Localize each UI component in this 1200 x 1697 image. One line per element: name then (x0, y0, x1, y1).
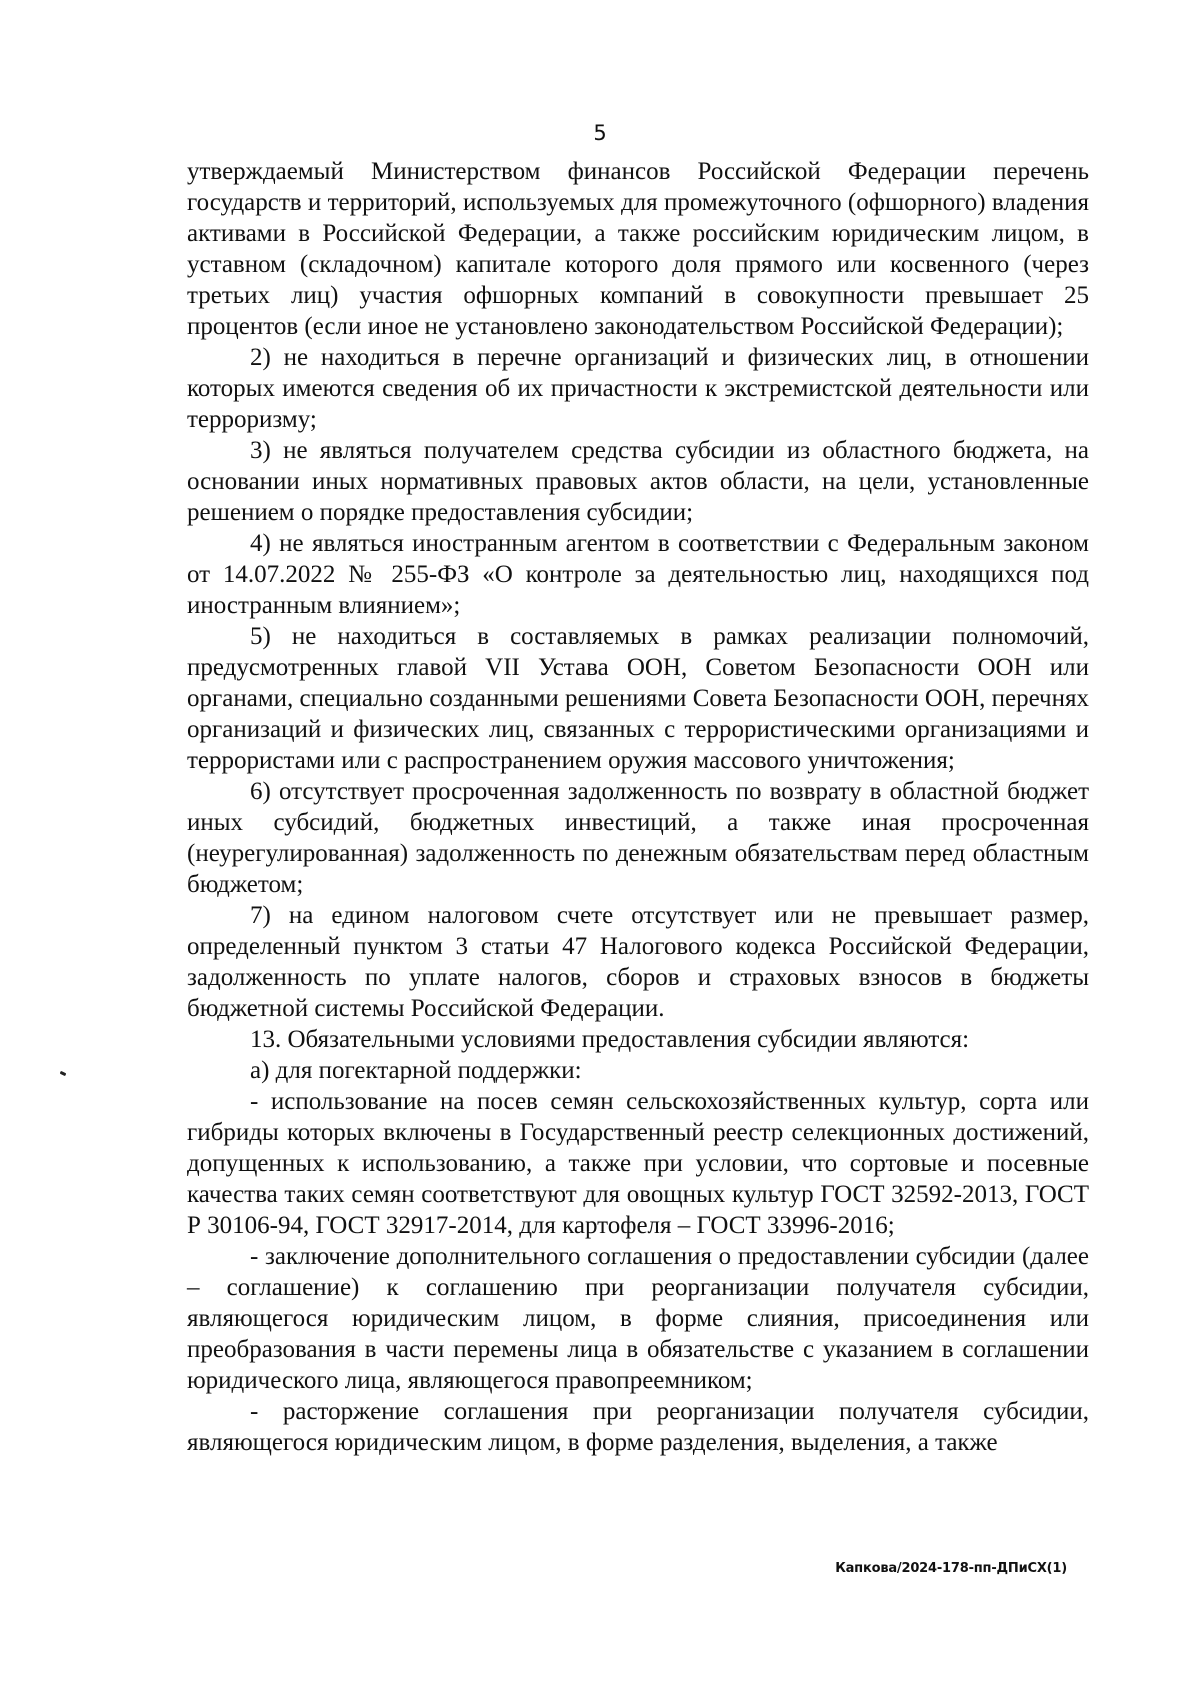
paragraph-item-6: 6) отсутствует просроченная задолженность по возврату в областной бюджет иных субсидий, бюджетных инвестиций, а также иная просроченная (неурегулированная) задолженность по денежным обязательствам перед областным бюджетом; (187, 778, 1089, 898)
paragraph-subsection-a: а) для погектарной поддержки: (250, 1057, 582, 1084)
paragraph-bullet-termination: - расторжение соглашения при реорганизации получателя субсидии, являющегося юридическим лицом, в форме разделения, выделения, а также (187, 1398, 1089, 1456)
paragraph-item-7: 7) на едином налоговом счете отсутствует или не превышает размер, определенный пунктом 3 статьи 47 Налогового кодекса Российской Федерации, задолженность по уплате налогов, сборов и страховых взносов в бюджеты бюджетной системы Российской Федерации. (187, 902, 1089, 1022)
paragraph-continuation: утверждаемый Министерством финансов Российской Федерации перечень государств и территорий, используемых для промежуточного (офшорного) владения активами в Российской Федерации, а также российским юридическим лицом, в уставном (складочном) капитале которого доля прямого или косвенного (через третьих лиц) участия офшорных компаний в совокупности превышает 25 процентов (если иное не установлено законодательством Российской Федерации); (187, 158, 1089, 340)
page-number: 5 (593, 121, 607, 145)
paragraph-item-3: 3) не являться получателем средства субсидии из областного бюджета, на основании иных нормативных правовых актов области, на цели, установленные решением о порядке предоставления субсидии; (187, 437, 1089, 526)
document-footer-code: Капкова/2024-178-пп-ДПиСХ(1) (835, 1561, 1067, 1576)
paragraph-bullet-agreement: - заключение дополнительного соглашения о предоставлении субсидии (далее – соглашение) к соглашению при реорганизации получателя субсидии, являющегося юридическим лицом, в форме слияния, присоединения или преобразования в части перемены лица в обязательстве с указанием в соглашении юридического лица, являющегося правопреемником; (187, 1243, 1089, 1394)
document-body (187, 156, 1089, 1458)
paragraph-item-5: 5) не находиться в составляемых в рамках реализации полномочий, предусмотренных главой VII Устава ООН, Советом Безопасности ООН или органами, специально созданными решениями Совета Безопасности ООН, перечнях организаций и физических лиц, связанных с террористическими организациями и террористами или с распространением оружия массового уничтожения; (187, 623, 1089, 774)
paragraph-bullet-seeds: - использование на посев семян сельскохозяйственных культур, сорта или гибриды которых включены в Государственный реестр селекционных достижений, допущенных к использованию, а также при условии, что сортовые и посевные качества таких семян соответствуют для овощных культур ГОСТ 32592-2013, ГОСТ Р 30106-94, ГОСТ 32917-2014, для картофеля – ГОСТ 33996-2016; (187, 1088, 1089, 1239)
scan-mark (60, 1071, 67, 1076)
paragraph-item-2: 2) не находиться в перечне организаций и физических лиц, в отношении которых имеются сведения об их причастности к экстремистской деятельности или терроризму; (187, 344, 1089, 433)
paragraph-section-13: 13. Обязательными условиями предоставления субсидии являются: (250, 1026, 970, 1053)
paragraph-item-4: 4) не являться иностранным агентом в соответствии с Федеральным законом от 14.07.2022 № 255-ФЗ «О контроле за деятельностью лиц, находящихся под иностранным влиянием»; (187, 530, 1089, 619)
